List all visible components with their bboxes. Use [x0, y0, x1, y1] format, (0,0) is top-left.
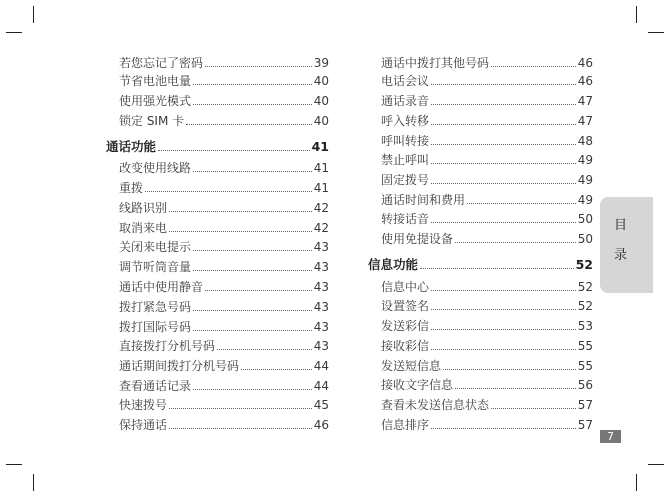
toc-entry-label: 关闭来电提示	[119, 240, 192, 254]
toc-entry-page: 43	[313, 339, 329, 353]
toc-entry-page: 43	[313, 300, 329, 314]
toc-entry-label: 重拨	[119, 181, 144, 195]
toc-entry-label: 查看通话记录	[119, 379, 192, 393]
toc-entry[interactable]	[119, 359, 329, 373]
toc-entry[interactable]	[381, 134, 593, 148]
toc-entry[interactable]	[381, 173, 593, 187]
crop-mark-top-left-h	[6, 32, 22, 33]
dot-leader	[241, 368, 312, 370]
crop-mark-bottom-left-v	[33, 474, 34, 491]
toc-entry[interactable]	[381, 94, 593, 108]
toc-entry-page: 46	[313, 418, 329, 432]
toc-entry-label: 接收文字信息	[381, 378, 454, 392]
toc-entry-page: 57	[577, 398, 593, 412]
toc-entry-label: 节省电池电量	[119, 74, 192, 88]
dot-leader	[193, 249, 312, 251]
toc-entry[interactable]	[381, 418, 593, 432]
dot-leader	[431, 348, 576, 350]
toc-entry-label: 通话时间和费用	[381, 193, 466, 207]
toc-entry-page: 46	[577, 56, 593, 70]
toc-entry[interactable]	[119, 260, 329, 274]
chapter-side-tab	[600, 197, 653, 293]
toc-entry-page: 45	[313, 398, 329, 412]
dot-leader	[420, 267, 574, 269]
toc-entry-label: 若您忘记了密码	[119, 56, 204, 70]
toc-entry-label: 信息排序	[381, 418, 430, 432]
dot-leader	[193, 170, 312, 172]
crop-mark-bottom-left-h	[6, 464, 22, 465]
toc-entry-page: 55	[577, 359, 593, 373]
toc-entry[interactable]	[381, 153, 593, 167]
toc-entry[interactable]	[381, 299, 593, 313]
toc-entry-label: 禁止呼叫	[381, 153, 430, 167]
toc-entry-page: 52	[575, 257, 593, 272]
toc-entry-page: 41	[311, 139, 329, 154]
dot-leader	[431, 103, 576, 105]
toc-entry-page: 47	[577, 114, 593, 128]
toc-entry[interactable]	[381, 398, 593, 412]
toc-entry-page: 46	[577, 74, 593, 88]
toc-entry-page: 41	[313, 181, 329, 195]
dot-leader	[205, 65, 312, 67]
toc-entry-page: 47	[577, 94, 593, 108]
toc-entry-label: 通话录音	[381, 94, 430, 108]
toc-entry-label: 线路识别	[119, 201, 168, 215]
dot-leader	[169, 407, 312, 409]
toc-entry[interactable]	[119, 320, 329, 334]
dot-leader	[491, 407, 576, 409]
toc-entry[interactable]	[381, 359, 593, 373]
toc-entry-page: 42	[313, 201, 329, 215]
toc-entry[interactable]	[119, 74, 329, 88]
dot-leader	[431, 427, 576, 429]
toc-entry-page: 49	[577, 153, 593, 167]
dot-leader	[431, 143, 576, 145]
toc-entry[interactable]	[119, 280, 329, 294]
dot-leader	[169, 230, 312, 232]
toc-entry-label: 使用强光模式	[119, 94, 192, 108]
dot-leader	[158, 149, 310, 151]
crop-mark-top-right-v	[636, 6, 637, 23]
toc-entry-page: 44	[313, 379, 329, 393]
toc-entry-label: 直接拨打分机号码	[119, 339, 216, 353]
toc-entry-label: 接收彩信	[381, 339, 430, 353]
toc-entry[interactable]	[381, 280, 593, 294]
crop-mark-bottom-right-v	[636, 474, 637, 491]
toc-entry[interactable]	[381, 212, 593, 226]
crop-mark-top-left-v	[33, 6, 34, 23]
toc-entry-page: 55	[577, 339, 593, 353]
toc-entry-label: 发送彩信	[381, 319, 430, 333]
toc-entry-page: 56	[577, 378, 593, 392]
toc-entry[interactable]	[119, 221, 329, 235]
toc-entry-page: 57	[577, 418, 593, 432]
crop-mark-top-right-h	[648, 32, 664, 33]
toc-entry-label: 呼叫转接	[381, 134, 430, 148]
toc-entry-label: 呼入转移	[381, 114, 430, 128]
toc-entry-label: 锁定 SIM 卡	[119, 114, 185, 128]
toc-entry-label: 取消来电	[119, 221, 168, 235]
toc-entry[interactable]	[119, 240, 329, 254]
toc-entry-page: 39	[313, 56, 329, 70]
dot-leader	[193, 269, 312, 271]
toc-entry-label: 设置签名	[381, 299, 430, 313]
toc-entry-label: 查看未发送信息状态	[381, 398, 490, 412]
dot-leader	[491, 65, 576, 67]
dot-leader	[193, 83, 312, 85]
dot-leader	[431, 162, 576, 164]
toc-entry-label: 改变使用线路	[119, 161, 192, 175]
toc-entry-page: 40	[313, 74, 329, 88]
dot-leader	[443, 368, 576, 370]
toc-entry[interactable]	[119, 94, 329, 108]
page-number: 7	[600, 430, 621, 443]
toc-entry[interactable]	[119, 418, 329, 432]
toc-entry[interactable]	[119, 56, 329, 70]
crop-mark-bottom-right-h	[648, 464, 664, 465]
toc-entry-page: 48	[577, 134, 593, 148]
dot-leader	[193, 329, 312, 331]
toc-entry[interactable]	[381, 74, 593, 88]
toc-entry-page: 42	[313, 221, 329, 235]
toc-entry-page: 52	[577, 299, 593, 313]
toc-entry[interactable]	[381, 232, 593, 246]
dot-leader	[186, 123, 312, 125]
toc-entry-page: 40	[313, 114, 329, 128]
toc-section-heading[interactable]	[368, 258, 593, 272]
dot-leader	[193, 388, 312, 390]
dot-leader	[455, 241, 576, 243]
side-tab-char-1: 目	[614, 218, 628, 233]
toc-entry-label: 通话中拨打其他号码	[381, 56, 490, 70]
toc-entry-page: 49	[577, 193, 593, 207]
toc-entry-label: 固定拨号	[381, 173, 430, 187]
toc-entry-label: 发送短信息	[381, 359, 442, 373]
side-tab-char-2: 录	[614, 248, 628, 263]
dot-leader	[169, 210, 312, 212]
dot-leader	[455, 387, 576, 389]
toc-entry[interactable]	[119, 379, 329, 393]
toc-entry[interactable]	[381, 56, 593, 70]
toc-entry[interactable]	[381, 339, 593, 353]
toc-entry-label: 转接话音	[381, 212, 430, 226]
dot-leader	[193, 309, 312, 311]
toc-entry-label: 通话功能	[106, 139, 157, 154]
dot-leader	[205, 289, 312, 291]
dot-leader	[431, 308, 576, 310]
toc-entry[interactable]	[119, 161, 329, 175]
dot-leader	[217, 348, 312, 350]
dot-leader	[431, 123, 576, 125]
toc-entry-label: 快速拨号	[119, 398, 168, 412]
toc-entry-page: 50	[577, 232, 593, 246]
toc-entry-page: 43	[313, 240, 329, 254]
toc-entry-label: 通话中使用静音	[119, 280, 204, 294]
toc-entry-page: 44	[313, 359, 329, 373]
toc-entry-page: 43	[313, 280, 329, 294]
toc-entry[interactable]	[119, 398, 329, 412]
toc-entry[interactable]	[119, 300, 329, 314]
toc-entry-label: 信息中心	[381, 280, 430, 294]
toc-entry-label: 通话期间拨打分机号码	[119, 359, 240, 373]
toc-entry-page: 43	[313, 260, 329, 274]
dot-leader	[431, 289, 576, 291]
toc-entry-page: 43	[313, 320, 329, 334]
dot-leader	[431, 328, 576, 330]
dot-leader	[467, 202, 576, 204]
dot-leader	[145, 190, 312, 192]
dot-leader	[169, 427, 312, 429]
toc-entry-page: 53	[577, 319, 593, 333]
dot-leader	[431, 221, 576, 223]
toc-entry-page: 49	[577, 173, 593, 187]
dot-leader	[431, 83, 576, 85]
toc-entry-label: 调节听筒音量	[119, 260, 192, 274]
dot-leader	[431, 182, 576, 184]
toc-section-heading[interactable]	[106, 140, 329, 154]
toc-entry[interactable]	[381, 378, 593, 392]
toc-entry[interactable]	[119, 339, 329, 353]
toc-entry-page: 52	[577, 280, 593, 294]
toc-entry-label: 电话会议	[381, 74, 430, 88]
toc-entry[interactable]	[381, 319, 593, 333]
toc-entry[interactable]	[381, 193, 593, 207]
toc-entry-page: 50	[577, 212, 593, 226]
toc-entry-label: 拨打国际号码	[119, 320, 192, 334]
toc-entry-label: 使用免提设备	[381, 232, 454, 246]
toc-entry[interactable]	[119, 201, 329, 215]
toc-entry[interactable]	[119, 181, 329, 195]
toc-entry[interactable]	[119, 114, 329, 128]
toc-entry[interactable]	[381, 114, 593, 128]
dot-leader	[193, 103, 312, 105]
toc-entry-page: 41	[313, 161, 329, 175]
toc-entry-page: 40	[313, 94, 329, 108]
toc-entry-label: 拨打紧急号码	[119, 300, 192, 314]
toc-entry-label: 信息功能	[368, 257, 419, 272]
toc-entry-label: 保持通话	[119, 418, 168, 432]
